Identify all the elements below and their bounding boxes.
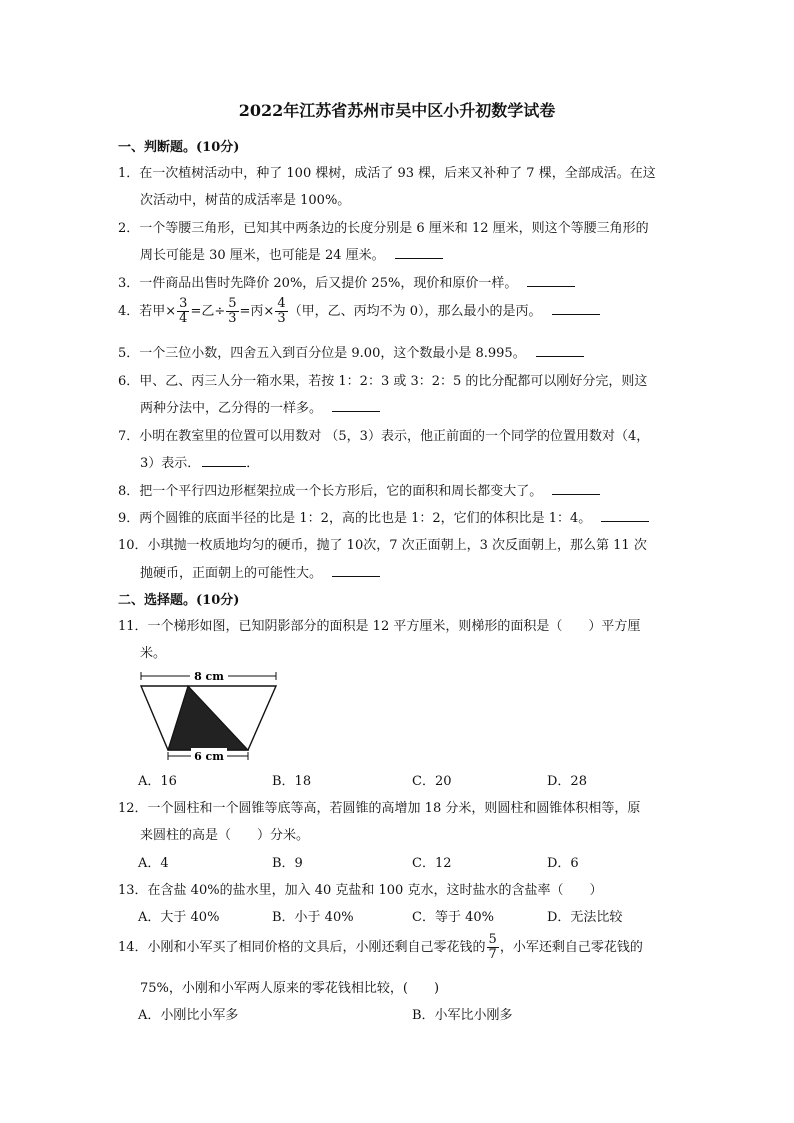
question-3-text: 3．一件商品出售时先降价 20%，后又提价 25%，现价和原价一样。: [118, 276, 518, 291]
question-4-prefix: 4．若甲×: [118, 304, 177, 319]
option-a[interactable]: A．16: [138, 774, 177, 789]
answer-blank[interactable]: [601, 509, 649, 522]
question-14-line-2: 75%，小刚和小军两人原来的零花钱相比较，( ): [140, 981, 440, 996]
question-10-line-1: 10．小琪抛一枚质地均匀的硬币，抛了 10次，7 次正面朝上，3 次反面朝上，那么第 11 次: [118, 538, 647, 553]
question-6-text: 两种分法中，乙分得的一样多。: [140, 401, 323, 416]
question-7-line-1: 7．小明在教室里的位置可以用数对 （5，3）表示，他正前面的一个同学的位置用数对（4，: [118, 429, 650, 444]
section-heading-choice: 二、选择题。(10分): [118, 593, 240, 608]
answer-blank[interactable]: [332, 399, 380, 412]
question-1-text: 次活动中，树苗的成活率是 100%。: [140, 193, 351, 208]
question-13: 13．在含盐 40%的盐水里，加入 40 克盐和 100 克水，这时盐水的含盐率（ ）: [118, 883, 603, 898]
fraction-numerator: 4: [277, 296, 286, 311]
bottom-length-label: 6 cm: [194, 750, 224, 763]
question-8-text: 8．把一个平行四边形框架拉成一个长方形后，它的面积和周长都变大了。: [118, 484, 543, 499]
option-a[interactable]: A．小刚比小军多: [138, 1008, 239, 1023]
question-8: [118, 480, 600, 499]
fraction: [275, 297, 287, 326]
question-6-line-1: 6．甲、乙、丙三人分一箱水果，若按 1：2：3 或 3：2：5 的比分配都可以刚好分完，则这: [118, 374, 648, 389]
fraction-denominator: 3: [228, 311, 237, 326]
question-7-line-2: [140, 452, 259, 471]
question-9-text: 9．两个圆锥的底面半径的比是 1：2，高的比也是 1：2，它们的体积比是 1：4。: [118, 511, 592, 526]
question-7-text: 3）表示．: [140, 456, 201, 471]
fraction-denominator: 3: [277, 311, 286, 326]
option-b[interactable]: B．18: [272, 774, 312, 789]
fraction-numerator: 5: [488, 932, 497, 947]
option-a[interactable]: A．大于 40%: [138, 910, 220, 925]
question-12-line-2: 来圆柱的高是（ ）分米。: [140, 828, 310, 843]
question-14-prefix: 14．小刚和小军买了相同价格的文具后，小刚还剩自己零花钱的: [118, 940, 486, 955]
question-10-text: 抛硬币，正面朝上的可能性大。: [140, 566, 323, 581]
question-4-mid-1: =乙÷: [190, 304, 226, 319]
fraction-numerator: 5: [228, 296, 237, 311]
exam-title: 2022年江苏省苏州市吴中区小升初数学试卷: [238, 101, 556, 120]
question-4: [118, 297, 600, 326]
option-c[interactable]: C．20: [412, 774, 452, 789]
question-2-line-2: [140, 244, 443, 263]
answer-blank[interactable]: [332, 564, 380, 577]
question-14-line-1: [118, 933, 643, 962]
option-d[interactable]: D．无法比较: [547, 910, 623, 925]
option-c[interactable]: C．12: [412, 856, 452, 871]
option-b[interactable]: B．9: [272, 856, 303, 871]
question-6-line-2: [140, 397, 380, 416]
question-1-line-1: 1．在一次植树活动中，种了 100 棵树，成活了 93 棵，后来又补种了 7 棵，全部成活。在这: [118, 166, 656, 181]
answer-blank[interactable]: [552, 302, 600, 315]
fraction: [226, 297, 238, 326]
answer-blank[interactable]: [527, 274, 575, 287]
shaded-triangle: [168, 686, 248, 750]
section-heading-judgement: 一、判断题。(10分): [118, 140, 240, 155]
question-2-line-1: 2．一个等腰三角形，已知其中两条边的长度分别是 6 厘米和 12 厘米，则这个等腰三角形的: [118, 221, 649, 236]
answer-blank[interactable]: [202, 454, 246, 467]
question-4-suffix: （甲，乙、丙均不为 0），那么最小的是丙。: [288, 304, 542, 319]
question-14-suffix: ，小军还剩自己零花钱的: [499, 940, 643, 955]
question-5-text: 5．一个三位小数，四舍五入到百分位是 9.00，这个数最小是 8.995。: [118, 346, 526, 361]
question-11-line-1: 11．一个梯形如图，已知阴影部分的面积是 12 平方厘米，则梯形的面积是（ ）平方厘: [118, 619, 641, 634]
option-d[interactable]: D．6: [547, 856, 579, 871]
option-c[interactable]: C．等于 40%: [412, 910, 494, 925]
fraction: [177, 297, 189, 326]
fraction-denominator: 4: [179, 311, 188, 326]
question-3: [118, 272, 575, 291]
option-b[interactable]: B．小于 40%: [272, 910, 354, 925]
question-1-line-2: [140, 189, 350, 208]
fraction-numerator: 3: [179, 296, 188, 311]
question-5: [118, 342, 584, 361]
question-7-end: ．: [246, 456, 260, 471]
trapezoid-figure: [136, 664, 284, 764]
top-length-label: 8 cm: [194, 670, 224, 683]
option-d[interactable]: D．28: [547, 774, 587, 789]
option-b[interactable]: B．小军比小刚多: [412, 1008, 513, 1023]
answer-blank[interactable]: [552, 482, 600, 495]
fraction-denominator: 7: [488, 947, 497, 962]
fraction: [487, 933, 499, 962]
answer-blank[interactable]: [395, 246, 443, 259]
question-9: [118, 507, 649, 526]
question-11-line-2: 米。: [140, 646, 167, 661]
question-10-line-2: [140, 562, 380, 581]
question-12-line-1: 12．一个圆柱和一个圆锥等底等高，若圆锥的高增加 18 分米，则圆柱和圆锥体积相等，原: [118, 801, 641, 816]
question-4-mid-2: =丙×: [239, 304, 275, 319]
answer-blank[interactable]: [536, 344, 584, 357]
question-2-text: 周长可能是 30 厘米，也可能是 24 厘米。: [140, 248, 385, 263]
option-a[interactable]: A．4: [138, 856, 169, 871]
